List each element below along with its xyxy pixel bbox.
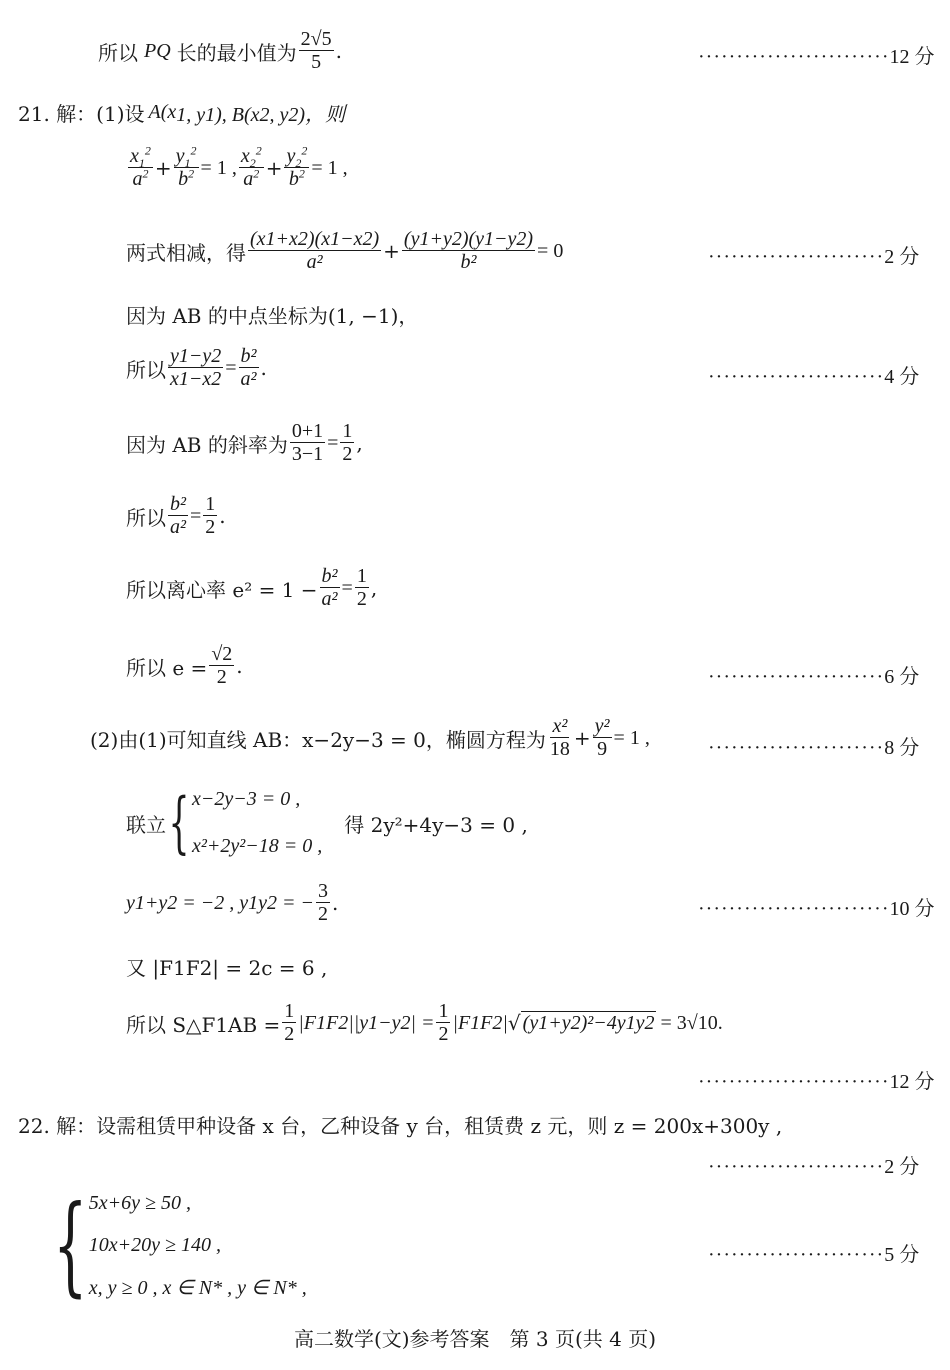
score-label: 5 分 bbox=[884, 1244, 920, 1266]
slope-line: 所以 $\frac{y1-y2}{x1-x2}$ = $\frac{\text{b²}}{\text{a²}}$ . bbox=[126, 345, 267, 390]
q21-head: 21. 解：(1)设 bbox=[18, 102, 145, 126]
part2-num1: x² bbox=[552, 715, 568, 737]
ecc-val-num: 1 bbox=[356, 565, 367, 587]
ratio-num: b² bbox=[170, 493, 186, 515]
ratio-prefix: 所以 bbox=[126, 505, 166, 530]
equation-system bbox=[192, 788, 322, 858]
score-marker: ·························12 分 bbox=[698, 46, 935, 68]
ratio-val-num: 1 bbox=[205, 493, 216, 515]
part2-line: (2)由(1)可知直线 AB：x−2y−3 = 0，椭圆方程为 $\frac{\text{x²}}{18}$ + $\frac{\text{y²}}{9}$ = 1 , bbox=[90, 715, 650, 760]
slope-den: x1−x2 bbox=[170, 368, 222, 390]
subtract-den2: b² bbox=[460, 251, 477, 273]
score-label: 6 分 bbox=[884, 666, 920, 688]
part2-prefix: (2)由(1)可知直线 AB：x−2y−3 = 0，椭圆方程为 bbox=[90, 727, 546, 752]
pq-min-end: . bbox=[335, 39, 343, 63]
area-sqrt: √ (y1+y2)²−4y1y2 bbox=[507, 1011, 655, 1035]
slope-prefix: 所以 bbox=[126, 357, 166, 382]
score-label: 8 分 bbox=[884, 737, 920, 759]
constraint-system bbox=[89, 1192, 307, 1300]
ecc-prefix: 所以离心率 e² = 1 − bbox=[126, 577, 318, 602]
slope-eq-den: a² bbox=[240, 368, 257, 390]
slope-num: y1−y2 bbox=[170, 345, 222, 367]
pq-min-prefix: 所以 bbox=[98, 40, 138, 65]
vieta-line: y1+y2 = −2 , y1y2 = − $\frac{3}{2}$ . bbox=[126, 880, 339, 925]
part2-den1: 18 bbox=[549, 738, 570, 760]
area-prefix: 所以 S△F1AB = bbox=[126, 1012, 281, 1037]
score-marker: ·······················2 分 bbox=[708, 1156, 920, 1178]
score-marker: ·······················6 分 bbox=[708, 666, 920, 688]
ab-slope-den: 3−1 bbox=[291, 443, 324, 465]
midpoint-line bbox=[126, 300, 418, 329]
ab-slope-line: 因为 AB 的斜率为 $\frac{0+1}{3-1}$ = $\frac{1}{2}$ , bbox=[126, 420, 363, 465]
ellipse-equations: $\frac{x_1^2}{a^2}$ + $\frac{y_1^2}{b^2}$ = 1 , $\frac{x_2^2}{a^2}$ + $\frac{y_2^2}{b^2}$ = 1 , bbox=[130, 143, 348, 190]
area-half-num-2: 1 bbox=[438, 1000, 449, 1022]
subtract-num1: (x1+x2)(x1−x2) bbox=[250, 228, 380, 250]
score-label: 2 分 bbox=[884, 246, 920, 268]
score-marker: ·······················5 分 bbox=[708, 1244, 920, 1266]
score-label: 4 分 bbox=[884, 366, 920, 388]
vieta-den: 2 bbox=[318, 903, 328, 925]
score-label: 12 分 bbox=[889, 46, 935, 68]
score-marker: ·······················2 分 bbox=[708, 246, 920, 268]
pq-min-denominator: 5 bbox=[311, 51, 322, 73]
score-marker: ·························12 分 bbox=[698, 1071, 935, 1093]
vieta-num: 3 bbox=[318, 880, 328, 902]
q21-header bbox=[18, 98, 345, 127]
subtract-tail: = 0 bbox=[537, 239, 564, 262]
q22-header bbox=[18, 1110, 782, 1139]
ab-slope-num: 0+1 bbox=[291, 420, 324, 442]
pq-min-suffix: 长的最小值为 bbox=[176, 40, 297, 65]
pq-min-line bbox=[98, 28, 342, 74]
score-label: 12 分 bbox=[889, 1071, 935, 1093]
ecc-num: b² bbox=[321, 565, 338, 587]
constraint-2: 10x+20y ≥ 140 , bbox=[88, 1233, 221, 1256]
area-half-den: 2 bbox=[284, 1023, 295, 1045]
pq-label: PQ bbox=[144, 39, 171, 62]
area-half-den-2: 2 bbox=[438, 1023, 449, 1045]
part2-num2: y² bbox=[594, 715, 610, 737]
part2-den2: 9 bbox=[597, 738, 608, 760]
eccentricity-line: 所以离心率 e² = 1 − $\frac{\text{b²}}{\text{a²}}$ = $\frac{1}{2}$ , bbox=[126, 565, 378, 610]
subtract-line: 两式相减，得 $\frac{(x1+x2)(x1-x2)}{\text{a²}}$ + $\frac{(y1+y2)(y1-y2)}{\text{b²}}$ = 0 bbox=[126, 228, 564, 273]
ab-slope-val-den: 2 bbox=[342, 443, 353, 465]
sys-eq1: x−2y−3 = 0 , bbox=[192, 788, 301, 810]
ecc-den: a² bbox=[321, 588, 338, 610]
q22-constraints: { 5x+6y ≥ 50 , 10x+20y ≥ 140 , x, y ≥ 0 , x ∈ N* , y ∈ N* , bbox=[53, 1183, 307, 1308]
f1f2-line bbox=[126, 952, 327, 981]
area-sqrt-radicand: (y1+y2)²−4y1y2 bbox=[522, 1012, 655, 1034]
ecc-val-den: 2 bbox=[356, 588, 367, 610]
ratio-den: a² bbox=[170, 516, 186, 538]
area-mid: |F1F2||y1−y2| = bbox=[298, 1011, 435, 1034]
e-prefix: 所以 e = bbox=[126, 655, 208, 680]
subtract-num2: (y1+y2)(y1−y2) bbox=[403, 228, 534, 250]
vieta-text: y1+y2 = −2 , y1y2 = − bbox=[126, 891, 314, 914]
subtract-den1: a² bbox=[306, 251, 323, 273]
area-half-num: 1 bbox=[284, 1000, 295, 1022]
area-line bbox=[126, 1000, 723, 1046]
constraint-1: 5x+6y ≥ 50 , bbox=[88, 1192, 191, 1214]
score-label: 2 分 bbox=[884, 1156, 920, 1178]
area-mid2: |F1F2| bbox=[452, 1011, 508, 1034]
ratio-line: 所以 $\frac{\text{b²}}{\text{a²}}$ = $\frac{1}{2}$ . bbox=[126, 493, 226, 538]
f1f2-text: 又 |F1F2| = 2c = 6 , bbox=[126, 956, 328, 980]
score-label: 10 分 bbox=[889, 898, 935, 920]
pq-min-fraction bbox=[299, 28, 334, 74]
q21-points-rest: 1, y1), B(x2, y2)，则 bbox=[176, 104, 346, 126]
sys-eq2: x²+2y²−18 = 0 , bbox=[192, 835, 323, 857]
q21-point-a: A(x bbox=[148, 101, 177, 123]
constraint-3: x, y ≥ 0 , x ∈ N* , y ∈ N* , bbox=[88, 1277, 307, 1299]
pq-min-numerator: 2√5 bbox=[300, 28, 332, 50]
subtract-prefix: 两式相减，得 bbox=[126, 240, 246, 265]
ratio-val-den: 2 bbox=[205, 516, 216, 538]
sys-prefix: 联立 bbox=[126, 812, 166, 837]
e-num: √2 bbox=[211, 643, 233, 665]
sys-result: 得 2y²+4y−3 = 0 , bbox=[344, 812, 528, 837]
system-line: 联立 { x−2y−3 = 0 , x²+2y²−18 = 0 , 得 2y²+4y−3 = 0 , bbox=[126, 784, 528, 861]
score-marker: ·······················8 分 bbox=[708, 737, 920, 759]
page-footer: 高二数学(文)参考答案 第 3 页(共 4 页) bbox=[293, 1327, 657, 1351]
midpoint-text: 因为 AB 的中点坐标为(1, −1)， bbox=[126, 304, 419, 328]
part2-tail: = 1 , bbox=[613, 726, 650, 749]
ab-slope-val-num: 1 bbox=[342, 420, 353, 442]
ab-slope-prefix: 因为 AB 的斜率为 bbox=[126, 432, 288, 457]
slope-eq-num: b² bbox=[240, 345, 257, 367]
e-line: 所以 e = $\frac{√2}{2}$ . bbox=[126, 643, 243, 688]
area-result: = 3√10. bbox=[660, 1011, 723, 1034]
score-marker: ·························10 分 bbox=[698, 898, 935, 920]
score-marker: ·······················4 分 bbox=[708, 366, 920, 388]
q22-head: 22. 解：设需租赁甲种设备 x 台，乙种设备 y 台，租赁费 z 元，则 z = 200x+300y , bbox=[18, 1114, 783, 1138]
e-den: 2 bbox=[216, 666, 227, 688]
